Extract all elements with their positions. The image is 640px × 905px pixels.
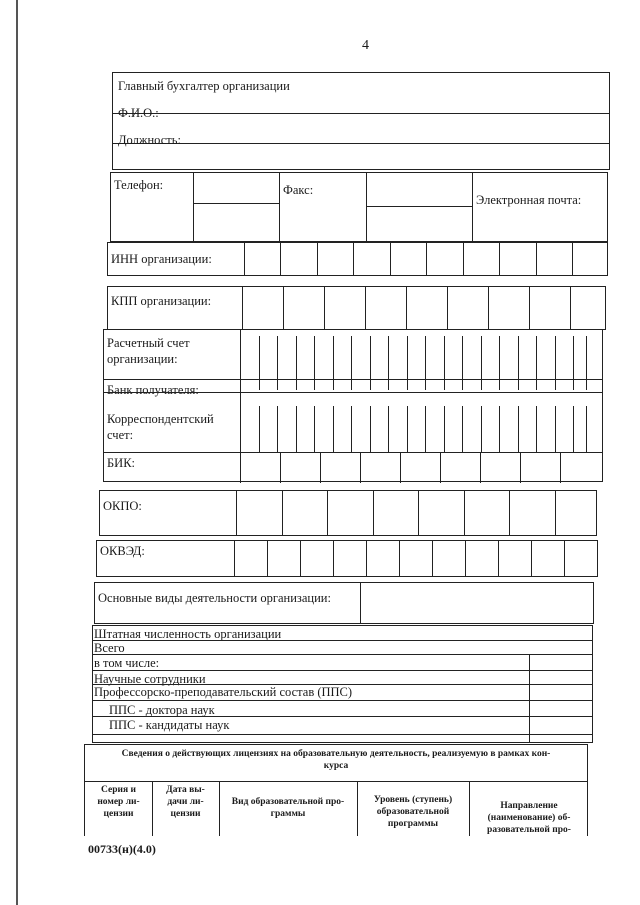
okved-block bbox=[96, 540, 598, 577]
staff-pps-doctors: ППС - доктора наук bbox=[109, 703, 215, 717]
form-code: 00733(н)(4.0) bbox=[88, 842, 156, 856]
licenses-title-2: курса bbox=[323, 761, 349, 771]
license-col-date-c: цензии bbox=[170, 809, 201, 819]
page-number: 4 bbox=[362, 38, 369, 53]
inn-label: ИНН организации: bbox=[111, 252, 212, 266]
license-col-direction-a: Направление bbox=[500, 801, 558, 811]
staff-researchers: Научные сотрудники bbox=[94, 672, 206, 686]
activities-label: Основные виды деятельности организации: bbox=[98, 591, 331, 605]
chief-accountant-title: Главный бухгалтер организации bbox=[118, 79, 290, 93]
license-col-direction-b: (наименование) об- bbox=[487, 813, 571, 823]
staff-including: в том числе: bbox=[94, 656, 160, 670]
license-col-number-b: номер ли- bbox=[97, 797, 140, 807]
staff-table bbox=[92, 625, 593, 743]
staff-total: Всего bbox=[94, 641, 125, 655]
okpo-block bbox=[99, 490, 597, 536]
okpo-label: ОКПО: bbox=[103, 499, 142, 513]
licenses-table bbox=[84, 744, 588, 836]
license-col-date-a: Дата вы- bbox=[166, 785, 205, 795]
license-col-number-a: Серия и bbox=[101, 785, 136, 795]
bank-label: Банк получателя: bbox=[107, 383, 199, 397]
bik-label: БИК: bbox=[107, 456, 136, 470]
scan-edge bbox=[16, 0, 18, 905]
license-col-direction-c: разовательной про- bbox=[487, 825, 571, 835]
inn-block bbox=[107, 242, 608, 276]
corr-account-label-1: Корреспондентский bbox=[107, 412, 214, 426]
license-col-number-c: цензии bbox=[103, 809, 134, 819]
staff-title: Штатная численность организации bbox=[94, 627, 282, 641]
license-col-program-type-b: граммы bbox=[270, 809, 306, 819]
license-col-date-b: дачи ли- bbox=[167, 797, 204, 807]
staff-pps-candidates: ППС - кандидаты наук bbox=[109, 718, 230, 732]
position-label: Должность: bbox=[118, 133, 181, 147]
email-label: Электронная почта: bbox=[476, 193, 582, 207]
account-label-1: Расчетный счет bbox=[107, 336, 190, 350]
phone-label: Телефон: bbox=[114, 178, 164, 192]
license-col-program-type-a: Вид образовательной про- bbox=[231, 797, 345, 807]
kpp-block bbox=[107, 286, 606, 330]
chief-accountant-block bbox=[112, 72, 610, 170]
license-col-level-a: Уровень (ступень) bbox=[373, 795, 453, 805]
license-col-level-c: программы bbox=[387, 819, 439, 829]
okved-label: ОКВЭД: bbox=[100, 544, 145, 558]
activities-block bbox=[94, 582, 594, 624]
fio-label: Ф.И.О.: bbox=[118, 106, 159, 120]
bank-block bbox=[103, 329, 603, 482]
license-col-level-b: образовательной bbox=[376, 807, 450, 817]
fax-label: Факс: bbox=[283, 183, 314, 197]
contacts-block bbox=[110, 172, 608, 242]
staff-pps: Профессорско-преподавательский состав (ППС) bbox=[94, 685, 353, 699]
licenses-title-1: Сведения о действующих лицензиях на образовательную деятельность, реализуемую в рамках кон- bbox=[121, 749, 551, 759]
account-label-2: организации: bbox=[107, 352, 178, 366]
corr-account-label-2: счет: bbox=[107, 428, 134, 442]
kpp-label: КПП организации: bbox=[111, 294, 212, 308]
